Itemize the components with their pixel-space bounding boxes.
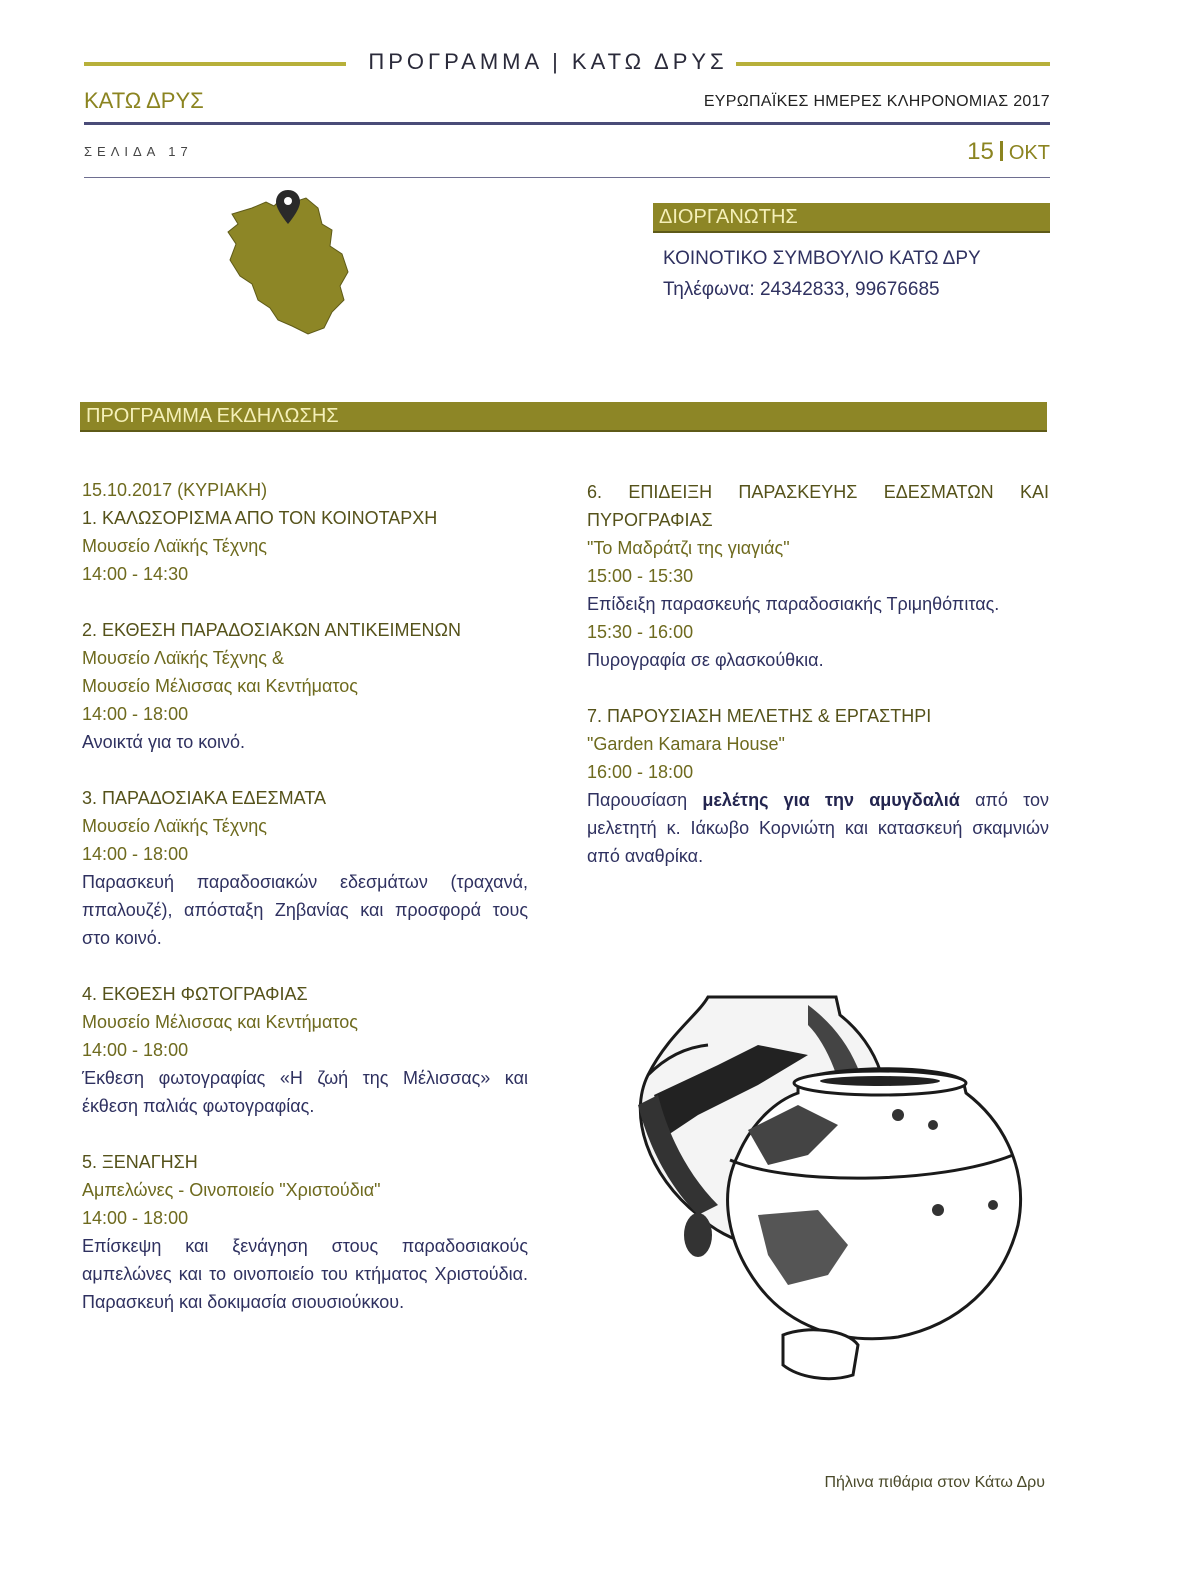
program-column-left — [82, 476, 528, 1344]
event-place: Μουσείο Λαϊκής Τέχνης — [82, 816, 267, 836]
location-title: ΚΑΤΩ ΔΡΥΣ — [84, 88, 204, 113]
top-title: ΠΡΟΓΡΑΜΜΑ | ΚΑΤΩ ΔΡΥΣ — [368, 49, 728, 74]
top-rule-left — [84, 62, 346, 66]
event-title: 1. ΚΑΛΩΣΟΡΙΣΜΑ ΑΠΟ ΤΟΝ ΚΟΙΝΟΤΑΡΧΗ — [82, 508, 438, 528]
event-title: 4. ΕΚΘΕΣΗ ΦΩΤΟΓΡΑΦΙΑΣ — [82, 984, 308, 1004]
date-separator — [1000, 141, 1003, 161]
illustration-caption: Πήλινα πιθάρια στον Κάτω Δρυ — [824, 1474, 1045, 1491]
event-description: Επίσκεψη και ξενάγηση στους παραδοσιακούς αμπελώνες και το οινοποιείο του κτήματος Χριστούδια. Παρασκευή και δοκιμασία σιουσιούκκου. — [82, 1236, 528, 1312]
program-column-right — [587, 478, 1049, 898]
event-place: "Garden Kamara House" — [587, 734, 785, 754]
event-title: 2. ΕΚΘΕΣΗ ΠΑΡΑΔΟΣΙΑΚΩΝ ΑΝΤΙΚΕΙΜΕΝΩΝ — [82, 620, 462, 640]
date-month: ΟΚΤ — [1008, 142, 1050, 164]
front-jar — [728, 1069, 1021, 1379]
event-title: 7. ΠΑΡΟΥΣΙΑΣΗ ΜΕΛΕΤΗΣ & ΕΡΓΑΣΤΗΡΙ — [587, 706, 932, 726]
event-place: "Το Μαδράτζι της γιαγιάς" — [587, 538, 790, 558]
program-date: 15.10.2017 (ΚΥΡΙΑΚΗ) — [82, 480, 268, 500]
subheader-divider — [84, 177, 1050, 178]
event-item — [82, 980, 528, 1120]
desc-emphasis: μελέτης για την αμυγδαλιά — [702, 790, 960, 810]
event-item — [82, 616, 528, 756]
desc-text: από τον μελετητή κ. Ιάκωβο Κορνιώτη και κατασκευή σκαμνιών από αναθρίκα. — [587, 790, 1049, 866]
event-description: Έκθεση φωτογραφίας «Η ζωή της Μέλισσας» και έκθεση παλιάς φωτογραφίας. — [82, 1068, 528, 1116]
event-time-2: 15:30 - 16:00 — [587, 622, 694, 642]
event-title: 6. ΕΠΙΔΕΙΞΗ ΠΑΡΑΣΚΕΥΗΣ ΕΔΕΣΜΑΤΩΝ ΚΑΙ ΠΥΡΟΓΡΑΦΙΑΣ — [587, 482, 1049, 530]
top-rule-right — [736, 62, 1050, 66]
event-time: 14:00 - 18:00 — [82, 704, 189, 724]
event-time: 14:00 - 18:00 — [82, 1208, 189, 1228]
event-description: Παρασκευή παραδοσιακών εδεσμάτων (τραχανά, ππαλουζέ), απόσταξη Ζηβανίας και προσφορά τους στο κοινό. — [82, 872, 528, 948]
header-divider — [84, 122, 1050, 125]
organizer-name: ΚΟΙΝΟΤΙΚΟ ΣΥΜΒΟΥΛΙΟ ΚΑΤΩ ΔΡΥ — [663, 248, 981, 269]
event-description — [587, 786, 1049, 870]
event-item — [587, 702, 1049, 870]
event-description: Ανοικτά για το κοινό. — [82, 732, 246, 752]
village-map — [222, 188, 352, 338]
organizer-phone: Τηλέφωνα: 24342833, 99676685 — [663, 279, 940, 300]
event-place: Μουσείο Μέλισσας και Κεντήματος — [82, 1012, 358, 1032]
event-title: ΕΥΡΩΠΑΪΚΕΣ ΗΜΕΡΕΣ ΚΛΗΡΟΝΟΜΙΑΣ 2017 — [703, 93, 1050, 110]
event-item — [82, 784, 528, 952]
event-time: 14:00 - 14:30 — [82, 564, 189, 584]
page-label: ΣΕΛΙΔΑ 17 — [84, 144, 193, 159]
event-time: 16:00 - 18:00 — [587, 762, 694, 782]
event-description: Επίδειξη παρασκευής παραδοσιακής Τριμηθόπιτας. — [587, 594, 1000, 614]
clay-jars-illustration — [608, 985, 1048, 1385]
event-title: 3. ΠΑΡΑΔΟΣΙΑΚΑ ΕΔΕΣΜΑΤΑ — [82, 788, 326, 808]
program-section-title: ΠΡΟΓΡΑΜΜΑ ΕΚΔΗΛΩΣΗΣ — [80, 402, 1047, 432]
event-place: Αμπελώνες - Οινοποιείο "Χριστούδια" — [82, 1180, 381, 1200]
event-title: 5. ΞΕΝΑΓΗΣΗ — [82, 1152, 198, 1172]
event-place: Μουσείο Λαϊκής Τέχνης — [82, 536, 267, 556]
event-description-2: Πυρογραφία σε φλασκούθκια. — [587, 650, 824, 670]
event-time: 14:00 - 18:00 — [82, 1040, 189, 1060]
event-item — [82, 504, 528, 588]
event-item — [82, 1148, 528, 1316]
desc-text: Παρουσίαση — [587, 790, 703, 810]
event-place: Μουσείο Λαϊκής Τέχνης & — [82, 648, 284, 668]
date-label — [967, 138, 1050, 166]
event-time: 14:00 - 18:00 — [82, 844, 189, 864]
event-time: 15:00 - 15:30 — [587, 566, 694, 586]
organizer-section-title: ΔΙΟΡΓΑΝΩΤΗΣ — [653, 203, 1050, 233]
event-place: Μουσείο Μέλισσας και Κεντήματος — [82, 676, 358, 696]
date-day: 15 — [967, 138, 994, 165]
event-item — [587, 478, 1049, 674]
